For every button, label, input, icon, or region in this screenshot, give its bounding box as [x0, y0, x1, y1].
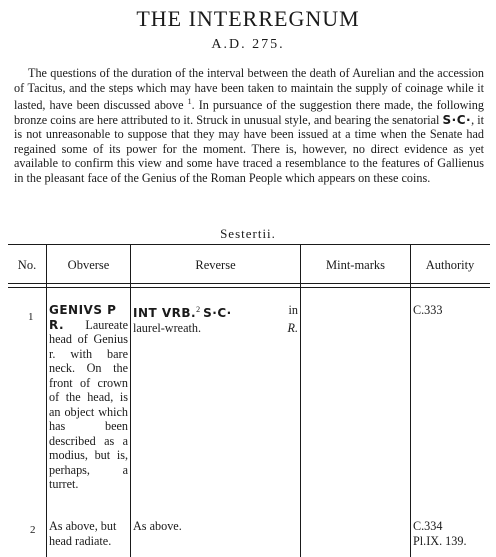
- header-mint-marks: Mint-marks: [325, 258, 386, 272]
- table-header-rule: [8, 283, 490, 284]
- row-1-obverse-legend: GENIVS P: [49, 303, 117, 317]
- column-divider: [130, 244, 131, 557]
- row-1-reverse-in: in: [288, 303, 298, 317]
- column-divider: [410, 244, 411, 557]
- row-2-authority: [413, 519, 467, 548]
- row-1-number: 1: [28, 311, 34, 323]
- row-2-number: 2: [30, 524, 36, 536]
- row-1-reverse-r: R.: [287, 320, 298, 335]
- intro-paragraph: [14, 66, 484, 185]
- header-no: No.: [17, 258, 37, 272]
- header-reverse: Reverse: [195, 258, 236, 272]
- row-1-reverse-sc: S·C·: [203, 306, 232, 321]
- row-1-reverse-description: laurel-wreath.: [133, 320, 202, 335]
- column-divider: [46, 244, 47, 557]
- row-1-reverse: [133, 303, 298, 335]
- intro-text-3: , it is not unreasonable to suppose that they may have been issued at a time when the Senate had regained some of its power for the moment. There is, however, no direct evidence as yet available to confirm this view and some have traced a resemblance to the features of Gallienus in the pleasant face of the Genius of the Roman People which appears on these coins.: [14, 112, 485, 185]
- row-2-authority-2: Pl.IX. 139.: [413, 533, 467, 548]
- row-1-reverse-footnote-ref: 2: [196, 305, 201, 314]
- row-1-obverse-description: Laureate head of Genius r. with bare neck. On the front of crown of the head, is an object which has been described as a modius, but is, perhaps, a turret.: [49, 317, 128, 491]
- row-2-reverse: As above.: [133, 519, 182, 533]
- header-authority: Authority: [425, 258, 475, 272]
- row-1-obverse: [49, 303, 128, 492]
- page-title: THE INTERREGNUM: [136, 6, 360, 31]
- intro-footnote-ref: 1: [187, 97, 192, 106]
- intro-text-2: . In pursuance of the suggestion there made, the following bronze coins are here attributed to it. Struck in unusual style, and bearing the senatorial: [14, 98, 484, 127]
- row-2-authority-1: C.334: [413, 519, 443, 533]
- section-heading: Sestertii.: [220, 226, 276, 241]
- table-top-rule: [8, 244, 490, 245]
- row-1-reverse-legend: INT VRB.: [133, 306, 197, 321]
- header-obverse: Obverse: [67, 258, 110, 272]
- table-header-rule-double: [8, 287, 490, 288]
- intro-sc-mark: S·C·: [442, 112, 472, 127]
- date-heading: A.D. 275.: [211, 37, 285, 52]
- intro-text: The questions of the duration of the interval between the death of Aurelian and the accession of Tacitus, and the steps which may have been taken to maintain the supply of coinage while it lasted, have been discussed above: [14, 66, 484, 113]
- row-1-authority: C.333: [413, 303, 443, 317]
- row-2-obverse: As above, but head radiate.: [49, 519, 117, 548]
- row-1-obverse-legend-2: R.: [49, 317, 65, 332]
- column-divider: [300, 244, 301, 557]
